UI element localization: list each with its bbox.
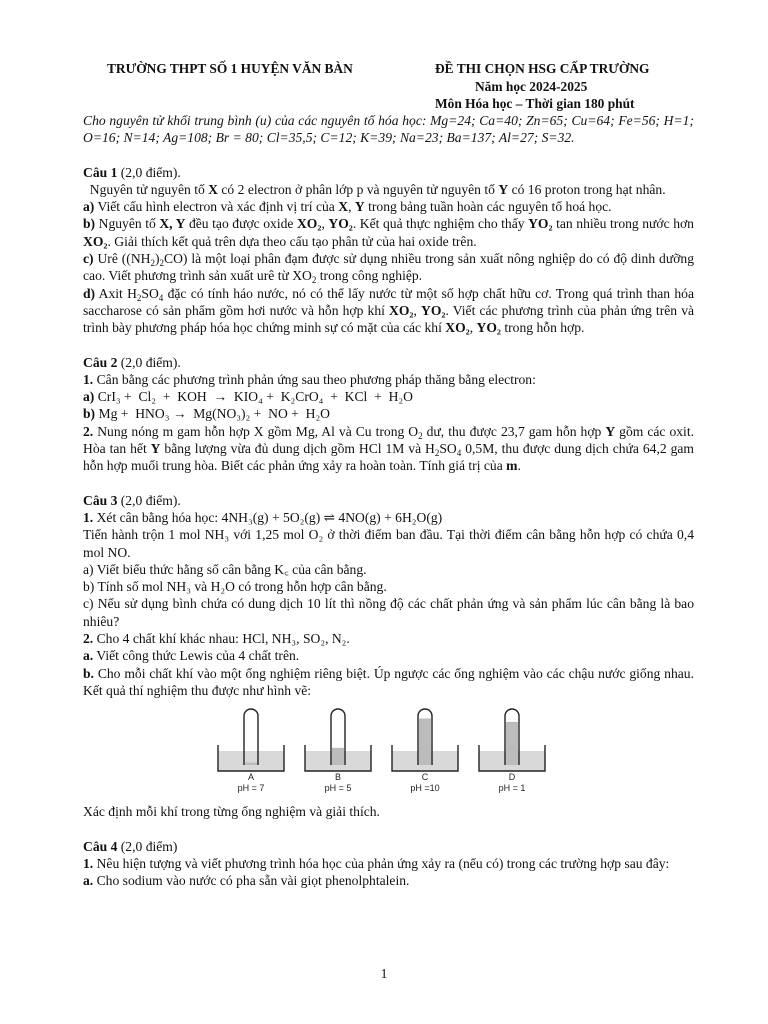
q4-part-1: 1. Nêu hiện tượng và viết phương trình hóa học của phản ứng xảy ra (nếu có) trong các trường hợp sau đây: — [83, 855, 670, 871]
q2-part-2: 2. Nung nóng m gam hỗn hợp X gồm Mg, Al và Cu trong $O_2$ dư, thu được 23,7 gam hỗn hợp Y gồm các oxit. Hòa tan hết Y bằng lượng vừa đủ dung dịch gồm HCl 1M và $H_2SO_4$ 0,5M, thu được dung dịch chứa 64,2 gam hỗn hợp muối trung hòa. Biết các phản ứng xảy ra hoàn toàn. Tính giá trị của m. — [83, 423, 694, 474]
atomic-mass-intro: Cho nguyên tử khối trung bình (u) của các nguyên tố hóa học: Mg=24; Ca=40; Zn=65; Cu=64; Fe=56; H=1; O=16; N=14; Ag=108; Br = 80; Cl=35,5; C=12; K=39; Na=23; Ba=137; Al=27; S=32. — [83, 113, 694, 146]
q1-part-a: a) Viết cấu hình electron và xác định vị trí của X, Y trong bảng tuần hoàn các nguyên tố hoá học. — [83, 199, 612, 215]
basin-water — [218, 751, 284, 771]
test-tubes-diagram — [213, 705, 563, 797]
q4-heading: Câu 4 (2,0 điểm) — [83, 838, 178, 854]
exam-page — [83, 58, 694, 889]
tube-liquid — [332, 748, 344, 765]
test-tube-figure — [83, 705, 694, 797]
q3-part-2: 2. Cho 4 chất khí khác nhau: HCl, NH₃, SO₂, N₂. — [83, 631, 350, 647]
school-name: TRƯỜNG THPT SỐ 1 HUYỆN VĂN BÀN — [107, 61, 353, 76]
q3-setup: Tiến hành trộn 1 mol NH₃ với 1,25 mol O₂ ở thời điểm ban đầu. Tại thời điểm cân bằng hỗn hợp có chứa 0,4 mol NO. — [83, 527, 694, 560]
page-number: 1 — [380, 966, 388, 981]
q3-part-b: b) Tính số mol NH₃ và H₂O có trong hỗn hợp cân bằng. — [83, 579, 387, 595]
q4-part-a: a. Cho sodium vào nước có pha sẵn vài giọt phenolphtalein. — [83, 873, 410, 889]
tube-ph-label: pH = 7 — [237, 783, 265, 794]
tube-liquid — [506, 722, 518, 765]
q3-after-figure: Xác định mỗi khí trong từng ống nghiệm và giải thích. — [83, 804, 380, 820]
q2-part-1: 1. Cân bằng các phương trình phản ứng sau theo phương pháp thăng bằng electron: — [83, 371, 536, 387]
q2-equation-a: a) CrI₃ + Cl₂ + KOH → KIO₄ + K₂CrO₄ + KCl + H₂O — [83, 389, 413, 405]
q1-part-c: c) Urê $((NH_2)_2CO)$ là một loại phân đạm được sử dụng nhiều trong sản xuất nông nghiệp do có độ dinh dưỡng cao. Viết phương trình sản xuất urê từ $XO_2$ trong công nghiệp. — [83, 251, 694, 286]
q3-equilibrium: 1. Xét cân bằng hóa học: 4NH₃(g) + 5O₂(g) ⇌ 4NO(g) + 6H₂O(g) — [83, 509, 443, 525]
tube-liquid — [419, 719, 431, 766]
tube-label: B — [334, 772, 342, 783]
q3-heading: Câu 3 (2,0 điểm). — [83, 492, 181, 508]
tube-ph-label: pH = 5 — [324, 783, 352, 794]
q3-part-2b: b. Cho mỗi chất khí vào một ống nghiệm riêng biệt. Úp ngược các ống nghiệm vào các chậu nước giống nhau. Kết quả thí nghiệm thu được như hình vẽ: — [83, 665, 694, 698]
q3-part-2a: a. Viết công thức Lewis của 4 chất trên. — [83, 648, 300, 664]
q1-part-d: d) Axit $H_2SO_4$ đặc có tính háo nước, nó có thể lấy nước từ một số hợp chất hữu cơ. Trong quá trình than hóa saccharose có sản phẩm gồm hơi nước và hỗn hợp khí XO₂, YO₂. Viết các phương trình của phản ứng trên và trình bày phương pháp hóa học chứng minh sự có mặt của các khí XO₂, YO₂ trong hỗn hợp. — [83, 285, 695, 336]
q3-part-a: a) Viết biểu thức hằng số cân bằng K꜀ của cân bằng. — [83, 561, 367, 577]
tube-label: A — [247, 772, 255, 783]
q1-stem: Nguyên tử nguyên tố X có 2 electron ở phân lớp p và nguyên tử nguyên tố Y có 16 proton trong hạt nhân. — [83, 181, 666, 197]
q1-title: Câu 1 — [83, 164, 118, 180]
exam-title: ĐỀ THI CHỌN HSG CẤP TRƯỜNG — [435, 61, 650, 76]
q2-heading: Câu 2 (2,0 điểm). — [83, 354, 181, 370]
subject-time: Môn Hóa học – Thời gian 180 phút — [435, 96, 635, 111]
q1-heading: Câu 1 (2,0 điểm). — [83, 164, 181, 180]
tube-label: C — [421, 772, 429, 783]
tube-ph-label: pH = 1 — [498, 783, 526, 794]
tube-ph-label: pH =10 — [410, 783, 440, 794]
q1-part-b: b) Nguyên tố X, Y đều tạo được oxide XO₂, YO₂. Kết quả thực nghiệm cho thấy YO₂ tan nhiều trong nước hơn XO₂. Giải thích kết quả trên dựa theo cấu tạo phân tử của hai oxide trên. — [83, 216, 694, 249]
school-year: Năm học 2024-2025 — [475, 79, 588, 94]
q3-part-c: c) Nếu sử dụng bình chứa có dung dịch 10 lít thì nồng độ các chất phản ứng và sản phẩm lúc cân bằng là bao nhiêu? — [83, 596, 694, 629]
exam-header — [83, 58, 694, 112]
tube-label: D — [508, 772, 516, 783]
q2-equation-b: b) Mg + HNO₃ → Mg(NO₃)₂ + NO + H₂O — [83, 406, 330, 422]
tube-liquid — [245, 763, 257, 765]
